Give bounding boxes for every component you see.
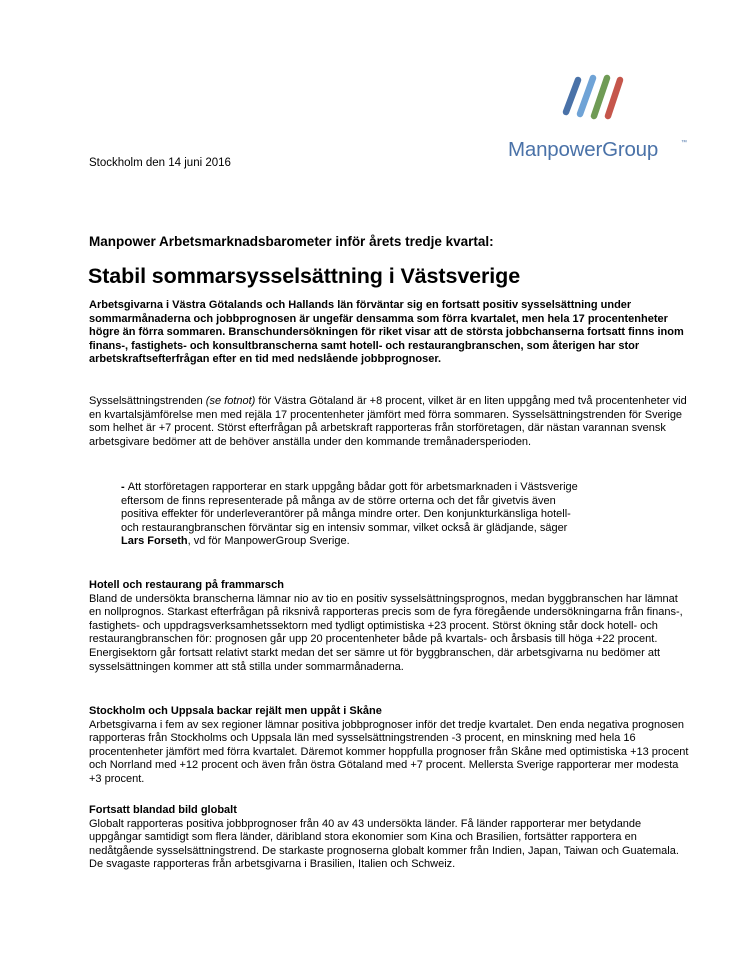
company-logo xyxy=(508,72,688,172)
p1-start: Sysselsättningstrenden xyxy=(89,395,206,407)
dateline: Stockholm den 14 juni 2016 xyxy=(89,157,231,169)
section-regions xyxy=(89,705,689,787)
lead-text: Arbetsgivarna i Västra Götalands och Hallands län förväntar sig en fortsatt positiv sysselsättning under sommarmånaderna och jobbprognosen är ungefär densamma som förra kvartalet, men hela 17 procentenheter högre än förra sommaren. Branschundersökningen för riket visar att de största jobbchanserna fortsatt finns inom finans-, fastighets- och konsultbranscherna samt hotell- och restaurangbranschen, som återigen har stor arbetskraftsefterfrågan efter en tid med nedslående jobbprognoser. xyxy=(89,299,684,366)
section-heading: Hotell och restaurang på frammarsch xyxy=(89,579,285,591)
logo-trademark: ™ xyxy=(681,140,687,146)
paragraph-text xyxy=(89,395,689,449)
logo-wordmark: ManpowerGroup xyxy=(508,138,659,161)
manpowergroup-logo-icon xyxy=(560,72,632,122)
quote-dash: - xyxy=(121,481,128,493)
headline: Stabil sommarsysselsättning i Västsverige xyxy=(88,264,521,288)
section-heading: Fortsatt blandad bild globalt xyxy=(89,804,237,816)
lead-paragraph xyxy=(89,299,689,367)
section-body: Bland de undersökta branscherna lämnar nio av tio en positiv sysselsättningsprognos, medan byggbranschen har lämnat en nollprognos. Starkast efterfrågan på riksnivå rapporteras precis som de fyra föregående undersökningarna från finans-, fastighets- och uppdragsverksamhetssektorn med tydligt optimistiska +23 procent. Störst ökning står dock hotell- och restaurangbranschen för: prognosen går upp 20 procentenheter både på kvartals- och årsbasis till höga +22 procent. Energisektorn går fortsatt relativt starkt medan det ser sämre ut för byggbranschen, där arbetsgivarna nu bedömer att sysselsättningen kommer att stå stilla under sommarmånaderna. xyxy=(89,592,683,673)
p1-rest: för Västra Götaland är +8 procent, vilket är en liten uppgång med två procentenheter vid en kvartalsjämförelse men med rejäla 17 procentenheter jämfört med förra sommaren. Sysselsättningstrenden för Sverige som helhet är +7 procent. Störst efterfrågan på arbetskraft rapporteras från storföretagen, där nästan varannan svensk arbetsgivare bedömer att de behöver anställa under den kommande tremånadersperioden. xyxy=(89,395,687,448)
section-heading: Stockholm och Uppsala backar rejält men uppåt i Skåne xyxy=(89,705,382,717)
footnote-reference: (se fotnot) xyxy=(205,395,256,407)
section-body: Arbetsgivarna i fem av sex regioner lämnar positiva jobbprognoser inför det tredje kvartalet. Den enda negativa prognosen rapporteras från Stockholms och Uppsala län med sysselsättningstrenden -3 procent, en minskning med hela 16 procentenheter jämfört med förra kvartalet. Däremot kommer hoppfulla prognoser från Skåne med optimistiska +13 procent och Norrland med +12 procent och även från östra Götaland med +7 procent. Mellersta Sverige rapporterar mer modesta +3 procent. xyxy=(89,718,689,785)
section-hotel-restaurant xyxy=(89,579,689,674)
kicker-heading: Manpower Arbetsmarknadsbarometer inför årets tredje kvartal: xyxy=(89,234,494,249)
body-paragraph-1 xyxy=(89,395,689,449)
section-body: Globalt rapporteras positiva jobbprognoser från 40 av 43 undersökta länder. Få länder rapporterar mer betydande uppgångar samtidigt som flera länder, däribland stora ekonomier som Kina och Brasilien, fortsätter rapportera en nedåtgående sysselsättningstrend. De starkaste prognoserna globalt kommer från Indien, Japan, Taiwan och Guatemala. De svagaste rapporteras från arbetsgivarna i Brasilien, Italien och Schweiz. xyxy=(89,817,679,871)
quote-text xyxy=(121,481,591,549)
quote-speaker: Lars Forseth xyxy=(121,535,188,548)
quote-body: Att storföretagen rapporterar en stark uppgång bådar gott för arbetsmarknaden i Västsverige eftersom de finns representerade på många av de större orterna och det får givetvis även positiva effekter för underleverantörer på många mindre orter. Den konjunkturkänsliga hotell- och restaurangbranschen förväntar sig en intensiv sommar, vilket också är glädjande, säger xyxy=(121,481,578,534)
section-global xyxy=(89,804,689,872)
quote-block xyxy=(121,481,591,549)
quote-after: , vd för ManpowerGroup Sverige. xyxy=(187,535,350,548)
